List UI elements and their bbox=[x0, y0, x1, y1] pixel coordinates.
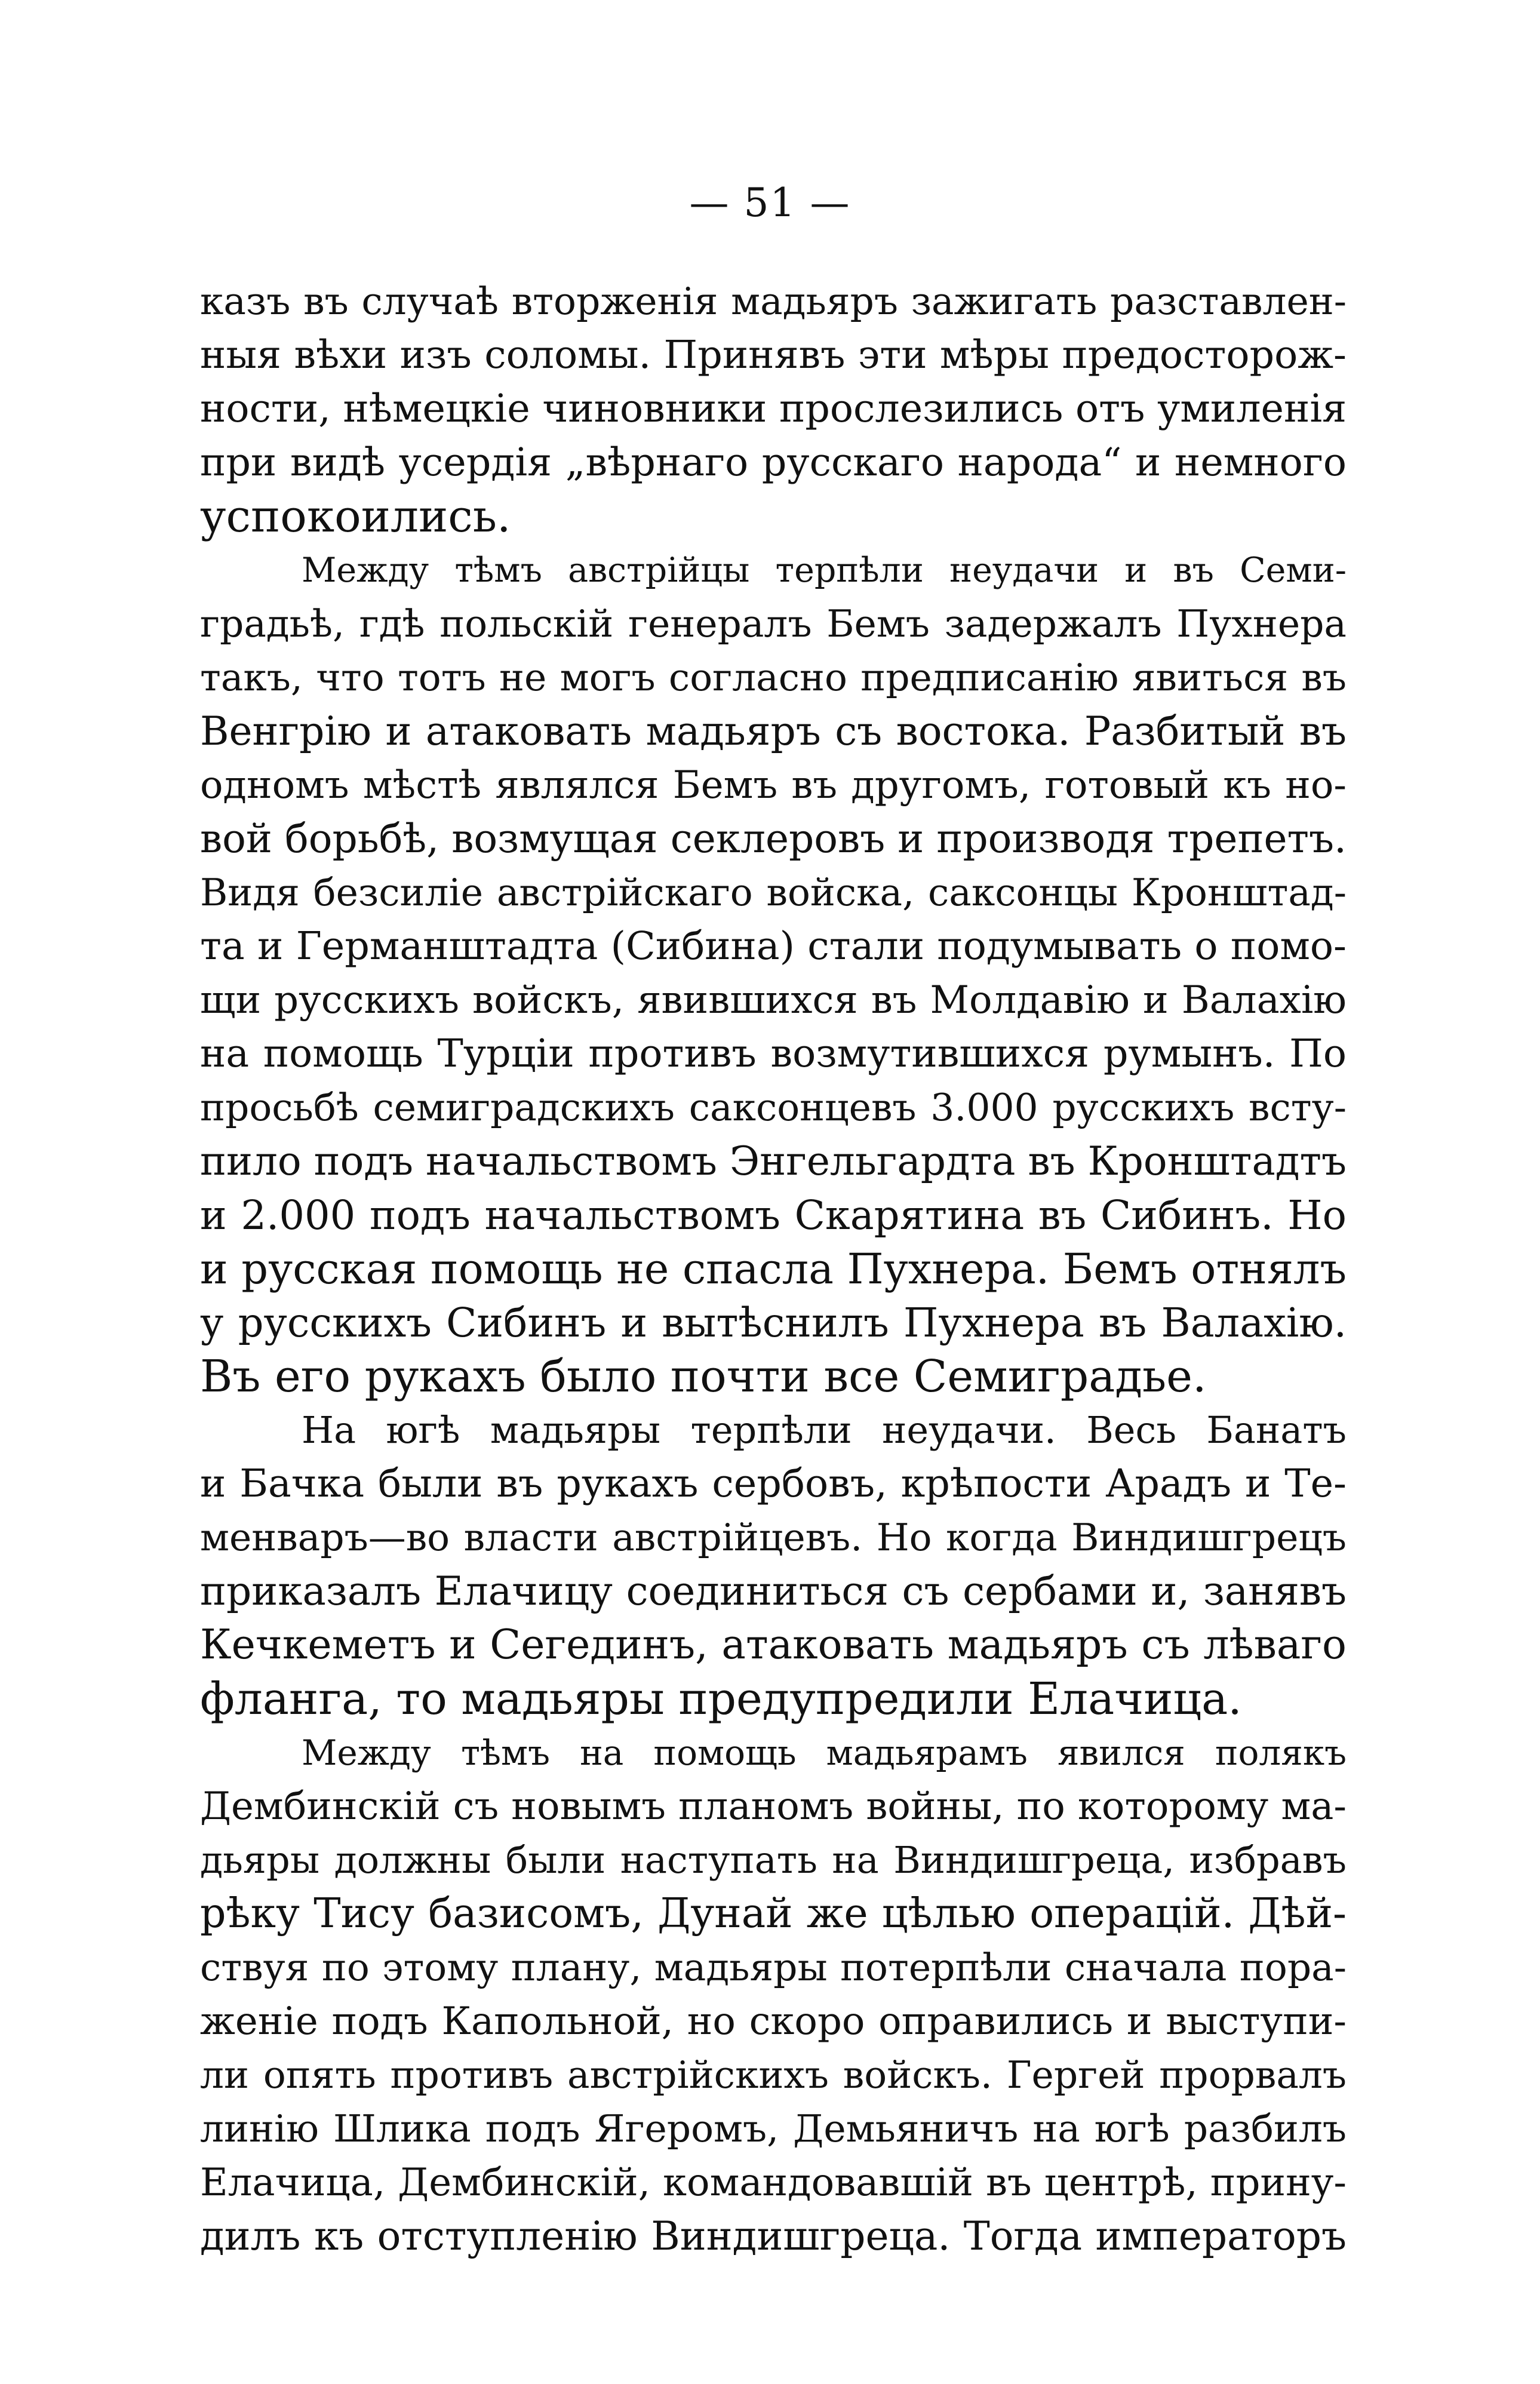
text-line: приказалъ Елачицу соединиться съ сербами и, занявъ bbox=[200, 1568, 1347, 1614]
text-line: та и Германштадта (Сибина) стали подумывать о помо- bbox=[200, 924, 1347, 969]
text-line: градьѣ, гдѣ польскій генералъ Бемъ задержалъ Пухнера bbox=[200, 602, 1347, 646]
text-line: просьбѣ семиградскихъ саксонцевъ 3.000 русскихъ всту- bbox=[200, 1086, 1347, 1129]
text-line: Видя безсиліе австрійскаго войска, саксонцы Кронштад- bbox=[200, 871, 1347, 914]
text-line: такъ, что тотъ не могъ согласно предписанію явиться въ bbox=[200, 656, 1347, 699]
text-line: Кечкеметъ и Сегединъ, атаковать мадьяръ съ лѣваго bbox=[200, 1621, 1347, 1669]
text-line: женіе подъ Капольной, но скоро оправились и выступи- bbox=[200, 1999, 1347, 2044]
text-line: Дембинскій съ новымъ планомъ войны, по которому ма- bbox=[200, 1784, 1347, 1829]
text-line: одномъ мѣстѣ являлся Бемъ въ другомъ, готовый къ но- bbox=[200, 763, 1347, 807]
text-line: и 2.000 подъ начальствомъ Скарятина въ Сибинъ. Но bbox=[200, 1192, 1347, 1239]
text-line: Между тѣмъ на помощь мадьярамъ явился полякъ bbox=[302, 1732, 1347, 1773]
text-line: на помощь Турціи противъ возмутившихся румынъ. По bbox=[200, 1031, 1347, 1076]
text-line: и русская помощь не спасла Пухнера. Бемъ отнялъ bbox=[200, 1245, 1347, 1294]
text-line: фланга, то мадьяры предупредили Елачица. bbox=[200, 1673, 1242, 1725]
text-line: линію Шлика подъ Ягеромъ, Демьяничъ на югѣ разбилъ bbox=[200, 2107, 1347, 2150]
text-line: успокоились. bbox=[200, 491, 511, 542]
text-line: ности, нѣмецкіе чиновники прослезились отъ умиленія bbox=[200, 386, 1347, 431]
text-line: ныя вѣхи изъ соломы. Принявъ эти мѣры предосторож- bbox=[200, 333, 1347, 377]
text-line: Въ его рукахъ было почти все Семиградье. bbox=[200, 1351, 1207, 1402]
text-line: щи русскихъ войскъ, явившихся въ Молдавію и Валахію bbox=[200, 978, 1347, 1022]
text-line: дилъ къ отступленію Виндишгреца. Тогда императоръ bbox=[200, 2213, 1347, 2259]
text-line: и Бачка были въ рукахъ сербовъ, крѣпости Арадъ и Те- bbox=[200, 1461, 1347, 1506]
text-line: дьяры должны были наступать на Виндишгреца, избравъ bbox=[200, 1838, 1347, 1882]
text-line: у русскихъ Сибинъ и вытѣснилъ Пухнера въ Валахію. bbox=[200, 1299, 1347, 1346]
body-text bbox=[200, 275, 1347, 2263]
text-line: при видѣ усердія „вѣрнаго русскаго народа“ и немного bbox=[200, 440, 1347, 485]
text-line: казъ въ случаѣ вторженія мадьяръ зажигать разставлен- bbox=[200, 279, 1347, 323]
text-line: ли опять противъ австрійскихъ войскъ. Гергей прорвалъ bbox=[200, 2053, 1347, 2097]
text-line: Венгрію и атаковать мадьяръ съ востока. Разбитый въ bbox=[200, 708, 1347, 754]
text-line: пило подъ начальствомъ Энгельгардта въ Кронштадтъ bbox=[200, 1138, 1347, 1184]
page-number: — 51 — bbox=[689, 180, 851, 226]
text-line: менваръ—во власти австрійцевъ. Но когда Виндишгрецъ bbox=[200, 1516, 1347, 1559]
text-line: На югѣ мадьяры терпѣли неудачи. Весь Банатъ bbox=[302, 1408, 1347, 1452]
text-line: Елачица, Дембинскій, командовавшій въ центрѣ, прину- bbox=[200, 2161, 1347, 2205]
text-line: Между тѣмъ австрійцы терпѣли неудачи и въ Семи- bbox=[302, 551, 1347, 590]
text-line: ствуя по этому плану, мадьяры потерпѣли сначала пора- bbox=[200, 1946, 1347, 1989]
text-line: рѣку Тису базисомъ, Дунай же цѣлью операцій. Дѣй- bbox=[200, 1890, 1347, 1937]
text-line: вой борьбѣ, возмущая секлеровъ и производя трепетъ. bbox=[200, 816, 1347, 862]
